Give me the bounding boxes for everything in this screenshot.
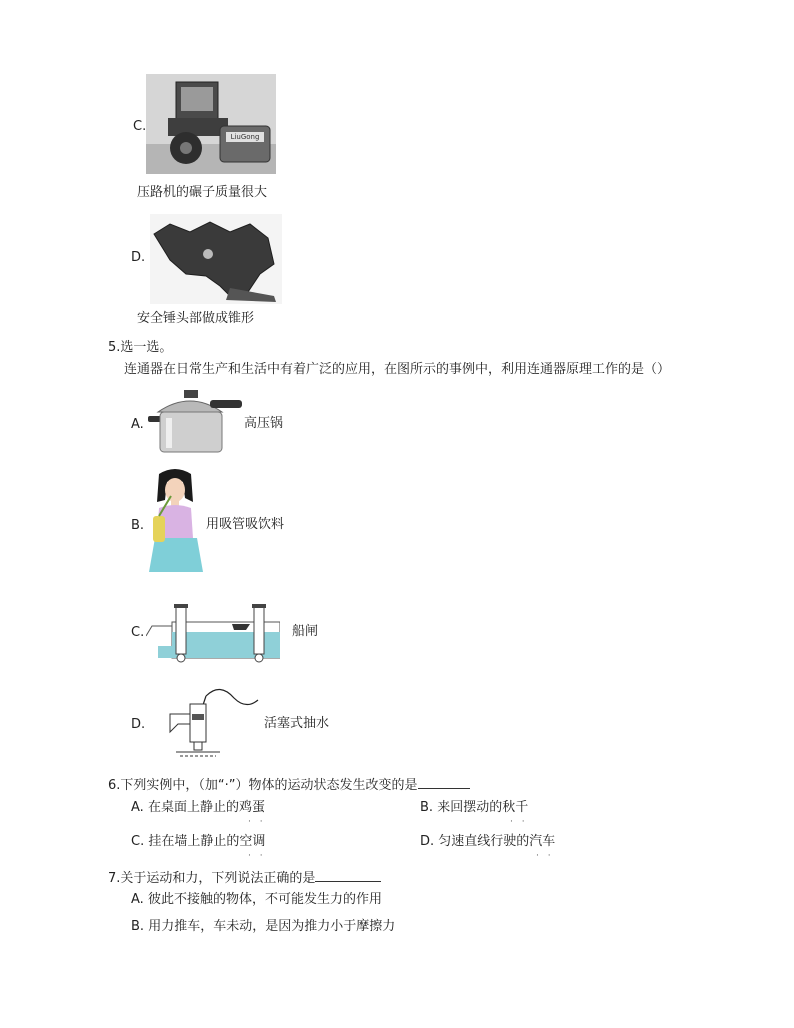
q5-option-a-letter: A. xyxy=(131,417,144,432)
q5-option-c-caption: 船闸 xyxy=(292,624,319,639)
q6-header xyxy=(108,776,470,795)
q5-stem: 连通器在日常生产和生活中有着广泛的应用，在图所示的事例中，利用连通器原理工作的是（） xyxy=(124,362,671,377)
q6-option-d-letter: D. xyxy=(420,834,435,849)
q6-option-c-letter: C. xyxy=(131,834,145,849)
piston-pump-image xyxy=(150,684,260,760)
q6-option-b-emphasis: · · xyxy=(510,817,528,827)
q5-option-b-letter: B. xyxy=(131,518,145,533)
q6-option-d-text: 匀速直线行驶的汽车 xyxy=(438,834,556,849)
q6-option-c-text: 挂在墙上静止的空调 xyxy=(148,834,266,849)
q7-option-b-letter: B. xyxy=(131,919,145,934)
q5-title: 选一选。 xyxy=(120,340,173,355)
q6-option-d-emphasis: · · xyxy=(536,851,554,861)
road-roller-image xyxy=(146,74,276,174)
q4-option-c-letter: C. xyxy=(133,119,147,134)
q7-option-b xyxy=(131,918,395,936)
q7-option-a-text: 彼此不接触的物体，不可能发生力的作用 xyxy=(147,892,382,907)
girl-drinking-image xyxy=(147,468,205,574)
q7-option-a-letter: A. xyxy=(131,892,144,907)
q5-option-b-caption: 用吸管吸饮料 xyxy=(206,517,285,532)
q6-option-a-text: 在桌面上静止的鸡蛋 xyxy=(147,800,265,815)
q7-answer-blank[interactable] xyxy=(315,869,381,882)
ship-lock-image xyxy=(146,602,280,664)
q7-stem: 关于运动和力，下列说法正确的是 xyxy=(120,871,316,886)
q4-option-c-caption: 压路机的碾子质量很大 xyxy=(137,185,268,200)
q4-option-d-caption: 安全锤头部做成锥形 xyxy=(137,311,255,326)
q6-number: 6. xyxy=(108,778,121,793)
q6-stem: 下列实例中，（加“·”）物体的运动状态发生改变的是 xyxy=(120,778,418,793)
q7-header xyxy=(108,869,381,888)
q5-option-d-caption: 活塞式抽水 xyxy=(264,716,330,731)
q6-option-a-emphasis: · · xyxy=(248,817,266,827)
q5-option-c-letter: C. xyxy=(131,625,145,640)
q7-option-a xyxy=(131,891,382,909)
safety-hammer-image xyxy=(150,214,282,304)
q6-option-a-letter: A. xyxy=(131,800,144,815)
q6-option-d xyxy=(420,833,555,851)
q5-option-a-caption: 高压锅 xyxy=(244,416,284,431)
pressure-cooker-image xyxy=(148,386,242,456)
q4-option-d-letter: D. xyxy=(131,250,146,265)
q7-number: 7. xyxy=(108,871,121,886)
q5-number: 5. xyxy=(108,340,121,355)
q7-option-b-text: 用力推车，车未动，是因为推力小于摩擦力 xyxy=(148,919,396,934)
q6-option-b xyxy=(420,799,528,817)
q6-option-a xyxy=(131,799,265,817)
q6-option-c-emphasis: · · xyxy=(248,851,266,861)
q6-option-b-text: 来回摆动的秋千 xyxy=(437,800,529,815)
roller-logo: LiuGong xyxy=(230,133,260,141)
q6-answer-blank[interactable] xyxy=(418,776,470,789)
q6-option-c xyxy=(131,833,265,851)
q5-header xyxy=(108,339,172,357)
q6-option-b-letter: B. xyxy=(420,800,434,815)
q5-option-d-letter: D. xyxy=(131,717,146,732)
